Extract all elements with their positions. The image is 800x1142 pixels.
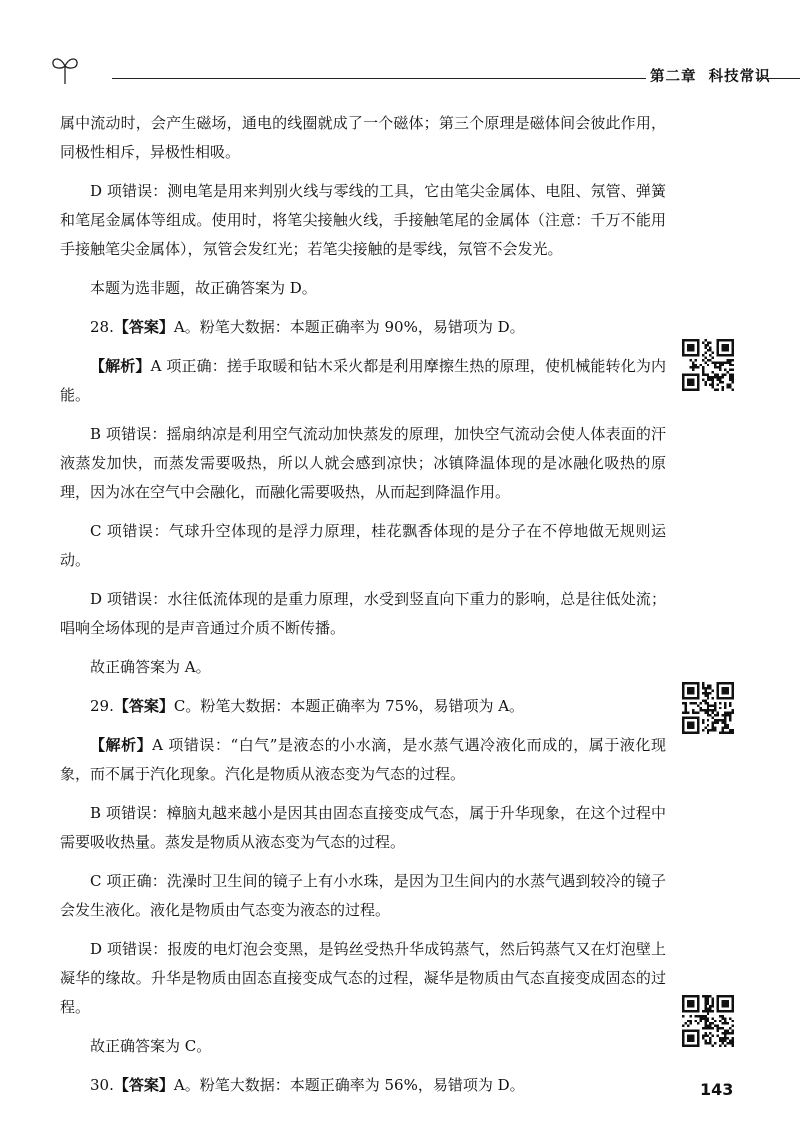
paragraph [60,935,666,1022]
paragraph [60,653,666,682]
paragraph [60,177,666,264]
question-number: 30. [90,1076,114,1094]
paragraph-text: 故正确答案为 C。 [90,1037,212,1055]
paragraph-text: D 项错误：报废的电灯泡会变黑，是钨丝受热升华成钨蒸气，然后钨蒸气又在灯泡壁上凝华的缘故。升华是物质由固态直接变成气态的过程，凝华是物质由气态直接变成固态的过程。 [60,940,666,1016]
paragraph [60,420,666,507]
answer-tag: 【答案】 [113,697,174,715]
qr-code-icon[interactable] [682,680,734,736]
paragraph [60,731,666,789]
paragraph-text: B 项错误：摇扇纳凉是利用空气流动加快蒸发的原理，加快空气流动会使人体表面的汗液蒸发加快，而蒸发需要吸热，所以人就会感到凉快；冰镇降温体现的是冰融化吸热的原理，因为冰在空气中会融化，而融化需要吸热，从而起到降温作用。 [60,425,666,501]
sprout-icon [50,52,80,86]
answer-tag: 【答案】 [113,1076,174,1094]
answer-tag: 【答案】 [113,318,174,336]
paragraph-text: A 项错误：“白气”是液态的小水滴，是水蒸气遇冷液化而成的，属于液化现象，而不属于汽化现象。汽化是物质从液态变为气态的过程。 [60,736,666,783]
paragraph-text: A 项正确：搓手取暖和钻木采火都是利用摩擦生热的原理，使机械能转化为内能。 [60,357,666,404]
paragraph [60,799,666,857]
paragraph-text: D 项错误：水往低流体现的是重力原理，水受到竖直向下重力的影响，总是往低处流；唱响全场体现的是声音通过介质不断传播。 [60,590,666,637]
qr-code-icon[interactable] [682,337,734,393]
paragraph [60,1071,666,1100]
paragraph [60,517,666,575]
header-rule-right [756,78,800,79]
paragraph [60,692,666,721]
question-number: 28. [90,318,114,336]
paragraph-text: C 项错误：气球升空体现的是浮力原理，桂花飘香体现的是分子在不停地做无规则运动。 [60,522,666,569]
chapter-label: 第二章 科技常识 [650,69,771,85]
paragraph-text: 故正确答案为 A。 [90,658,211,676]
analysis-tag: 【解析】 [90,357,151,375]
paragraph-text: B 项错误：樟脑丸越来越小是因其由固态直接变成气态，属于升华现象，在这个过程中需要吸收热量。蒸发是物质从液态变为气态的过程。 [60,804,666,851]
paragraph [60,585,666,643]
qr-code-icon[interactable] [682,993,734,1049]
paragraph-text: 本题为选非题，故正确答案为 D。 [90,279,317,297]
paragraph-text: 属中流动时，会产生磁场，通电的线圈就成了一个磁体；第三个原理是磁体间会彼此作用，同极性相斥，异极性相吸。 [60,114,666,161]
paragraph-text: C。粉笔大数据：本题正确率为 75%，易错项为 A。 [173,697,525,715]
paragraph-text: A。粉笔大数据：本题正确率为 90%，易错项为 D。 [173,318,525,336]
paragraph [60,274,666,303]
paragraph [60,1032,666,1061]
paragraph-text: A。粉笔大数据：本题正确率为 56%，易错项为 D。 [173,1076,525,1094]
question-number: 29. [90,697,114,715]
paragraph [60,867,666,925]
paragraph-text: D 项错误：测电笔是用来判别火线与零线的工具，它由笔尖金属体、电阻、氖管、弹簧和笔尾金属体等组成。使用时，将笔尖接触火线，手接触笔尾的金属体（注意：千万不能用手接触笔尖金属体），氖管会发红光；若笔尖接触的是零线，氖管不会发光。 [60,182,666,258]
running-header [50,52,770,92]
paragraph [60,352,666,410]
paragraph-text: C 项正确：洗澡时卫生间的镜子上有小水珠，是因为卫生间内的水蒸气遇到较冷的镜子会发生液化。液化是物质由气态变为液态的过程。 [60,872,666,919]
paragraph [60,313,666,342]
header-rule-left [112,78,646,79]
analysis-tag: 【解析】 [90,736,153,754]
answer-explanations [60,109,666,1110]
page-number: 143 [700,1080,734,1099]
paragraph [60,109,666,167]
